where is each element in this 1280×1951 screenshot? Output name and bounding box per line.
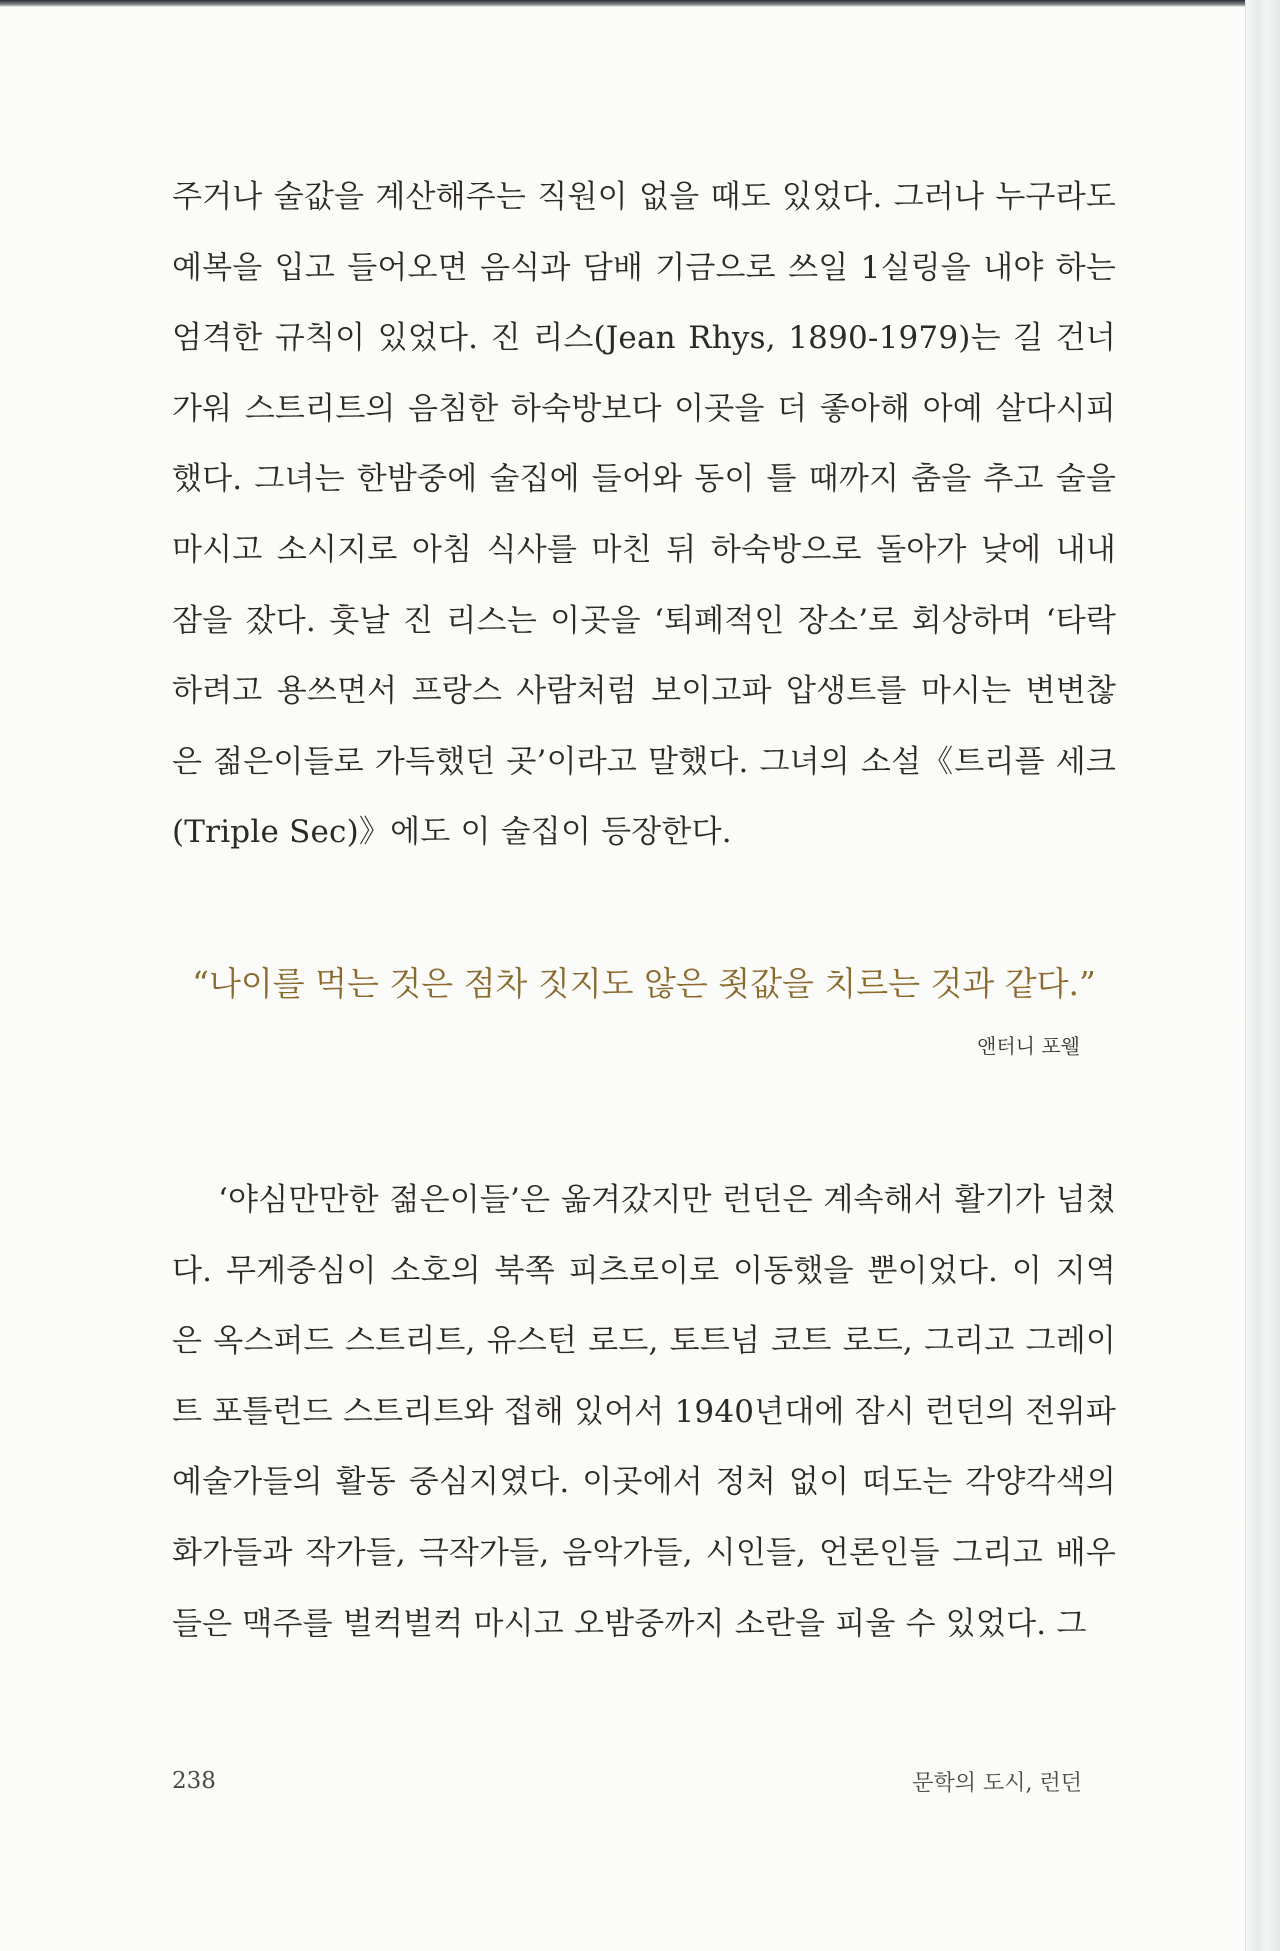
body-paragraph-2: ‘야심만만한 젊은이들’은 옮겨갔지만 런던은 계속해서 활기가 넘쳤다. 무게중심이 소호의 북쪽 피츠로이로 이동했을 뿐이었다. 이 지역은 옥스퍼드 스트리트, 유스턴 로드, 토트넘 코트 로드, 그리고 그레이트 포틀런드 스트리트와 접해 있어서 1940년대에 잠시 런던의 전위파 예술가들의 활동 중심지였다. 이곳에서 정처 없이 떠도는 각양각색의 화가들과 작가들, 극작가들, 음악가들, 시인들, 언론인들 그리고 배우들은 맥주를 벌컥벌컥 마시고 오밤중까지 소란을 피울 수 있었다. 그 [172,1182,1116,1642]
book-page-edge [1245,0,1280,1951]
quote-attribution: 앤터니 포웰 [977,1034,1080,1058]
pull-quote: “나이를 먹는 것은 점차 짓지도 않은 죗값을 치르는 것과 같다.” [192,964,1096,1003]
page-number: 238 [172,1768,216,1794]
running-title: 문학의 도시, 런던 [912,1771,1082,1796]
body-paragraph-1: 주거나 술값을 계산해주는 직원이 없을 때도 있었다. 그러나 누구라도 예복을 입고 들어오면 음식과 담배 기금으로 쓰일 1실링을 내야 하는 엄격한 규칙이 있었다. 진 리스(Jean Rhys, 1890-1979)는 길 건너 가워 스트리트의 음침한 하숙방보다 이곳을 더 좋아해 아예 살다시피 했다. 그녀는 한밤중에 술집에 들어와 동이 틀 때까지 춤을 추고 술을 마시고 소시지로 아침 식사를 마친 뒤 하숙방으로 돌아가 낮에 내내 잠을 잤다. 훗날 진 리스는 이곳을 ‘퇴폐적인 장소’로 회상하며 ‘타락하려고 용쓰면서 프랑스 사람처럼 보이고파 압생트를 마시는 변변찮은 젊은이들로 가득했던 곳’이라고 말했다. 그녀의 소설《트리플 세크(Triple Sec)》에도 이 술집이 등장한다. [172,179,1116,851]
